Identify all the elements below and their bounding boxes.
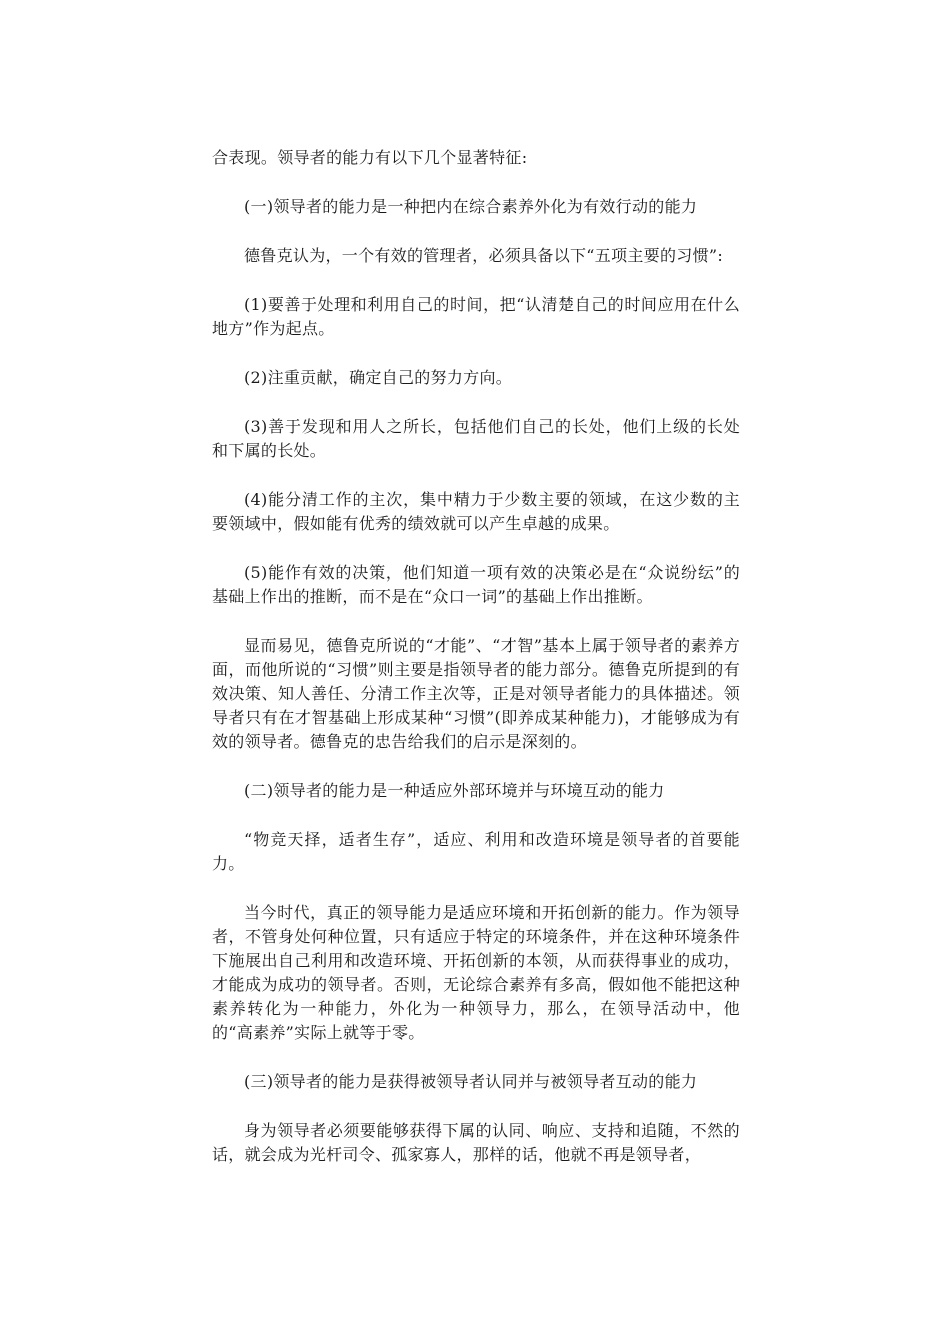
document-page [212, 146, 740, 1192]
paragraph-followers: 身为领导者必须要能够获得下属的认同、响应、支持和追随，不然的话，就会成为光杆司令、孤家寡人，那样的话，他就不再是领导者， [212, 1121, 740, 1164]
paragraph-drucker-habits: 德鲁克认为，一个有效的管理者，必须具备以下“五项主要的习惯”: [244, 246, 724, 265]
paragraph-intro: 合表现。领导者的能力有以下几个显著特征: [212, 148, 528, 167]
paragraph-drucker-summary: 显而易见，德鲁克所说的“才能”、“才智”基本上属于领导者的素养方面，而他所说的“习惯”则主要是指领导者的能力部分。德鲁克所提到的有效决策、知人善任、分清工作主次等，正是对领导者能力的具体描述。领导者只有在才智基础上形成某种“习惯”(即养成某种能力)，才能够成为有效的领导者。德鲁克的忠告给我们的启示是深刻的。 [212, 636, 740, 751]
list-item-habit-2: (2)注重贡献，确定自己的努力方向。 [244, 368, 513, 387]
list-item-habit-3: (3)善于发现和用人之所长，包括他们自己的长处，他们上级的长处和下属的长处。 [212, 417, 740, 460]
list-item-habit-5: (5)能作有效的决策，他们知道一项有效的决策必是在“众说纷纭”的基础上作出的推断，而不是在“众口一词”的基础上作出推断。 [212, 563, 740, 606]
section-heading-1: (一)领导者的能力是一种把内在综合素养外化为有效行动的能力 [244, 197, 698, 216]
paragraph-survival: “物竞天择，适者生存”，适应、利用和改造环境是领导者的首要能力。 [212, 830, 740, 873]
paragraph-modern-era: 当今时代，真正的领导能力是适应环境和开拓创新的能力。作为领导者，不管身处何种位置，只有适应于特定的环境条件，并在这种环境条件下施展出自己利用和改造环境、开拓创新的本领，从而获得事业的成功，才能成为成功的领导者。否则，无论综合素养有多高，假如他不能把这种素养转化为一种能力，外化为一种领导力，那么，在领导活动中，他的“高素养”实际上就等于零。 [212, 903, 740, 1042]
section-heading-3: (三)领导者的能力是获得被领导者认同并与被领导者互动的能力 [244, 1072, 698, 1091]
list-item-habit-1: (1)要善于处理和利用自己的时间，把“认清楚自己的时间应用在什么地方”作为起点。 [212, 295, 740, 338]
section-heading-2: (二)领导者的能力是一种适应外部环境并与环境互动的能力 [244, 781, 665, 800]
list-item-habit-4: (4)能分清工作的主次，集中精力于少数主要的领域，在这少数的主要领域中，假如能有优秀的绩效就可以产生卓越的成果。 [212, 490, 740, 533]
